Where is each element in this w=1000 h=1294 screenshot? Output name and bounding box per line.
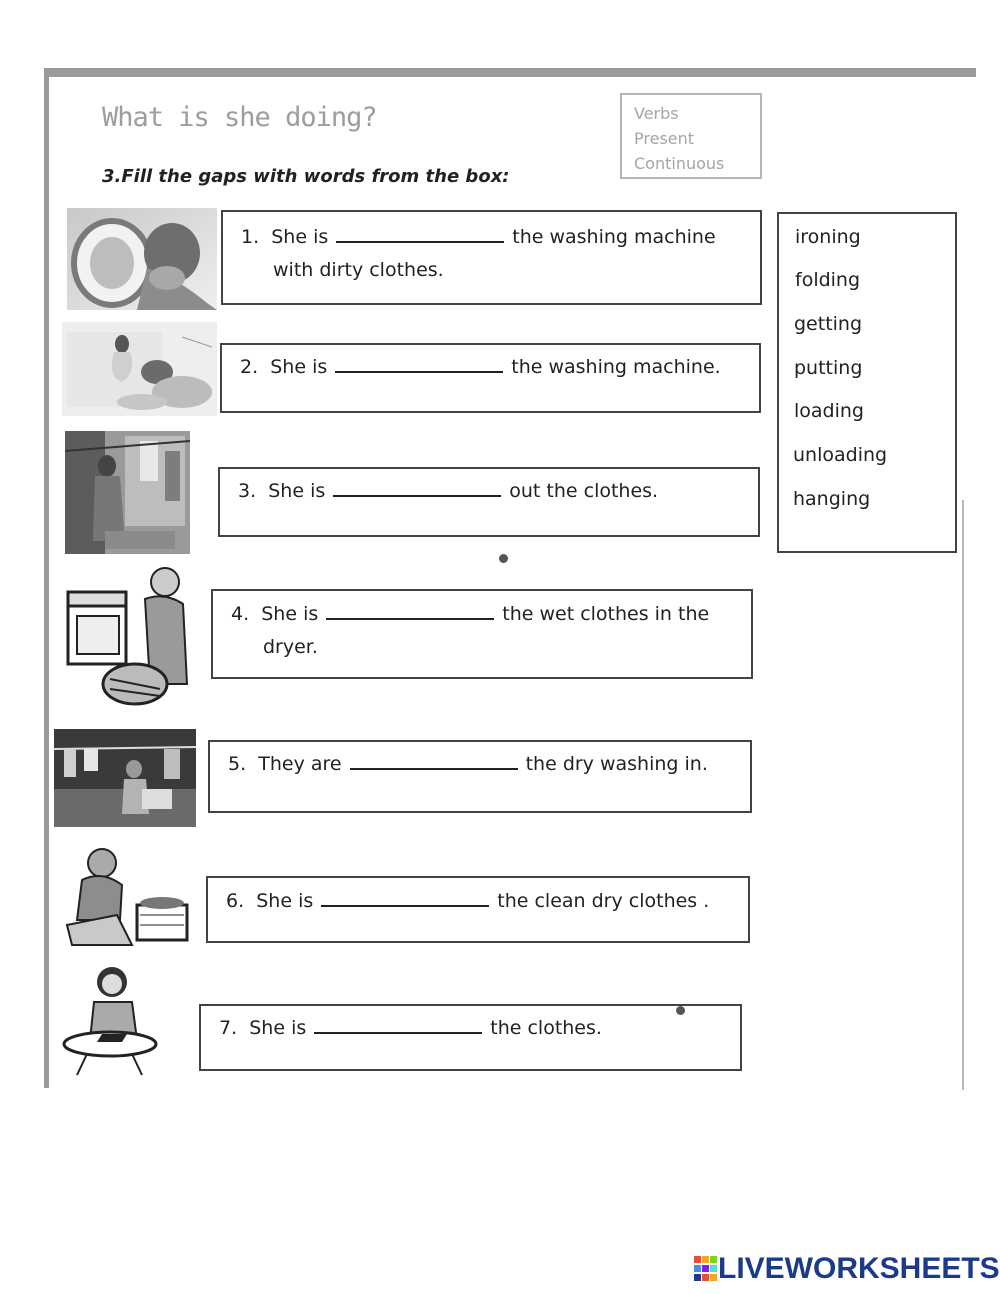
question-text-pre: She is [268,480,326,502]
question-text-pre: She is [261,603,319,625]
question-box-5 [208,740,752,813]
word-box-item: putting [794,357,863,379]
topic-box [620,93,762,179]
instruction-text: 3.Fill the gaps with words from the box: [102,166,510,187]
question-number: 2. [240,356,259,378]
question-text-line2: with dirty clothes. [273,259,444,281]
question-text-pre: She is [256,890,314,912]
picture-3 [65,431,190,554]
topic-line: Continuous [634,154,725,173]
picture-7 [62,962,162,1077]
question-text-post: out the clothes. [509,480,659,502]
question-text-post: the washing machine. [511,356,721,378]
question-box-7 [199,1004,742,1071]
question-text-post: the dry washing in. [525,753,708,775]
word-box-item: ironing [795,226,861,248]
word-box-item: folding [795,269,861,291]
word-box-item: hanging [793,488,871,510]
topic-line: Verbs [634,104,679,123]
liveworksheets-logo-icon [694,1256,718,1282]
question-box-3 [218,467,760,537]
question-text-post: the clothes. [490,1017,602,1039]
picture-4 [65,564,195,709]
question-text-line2: dryer. [263,636,318,658]
picture-2 [62,322,217,416]
liveworksheets-logo [694,1254,1000,1284]
answer-gap-6[interactable] [321,887,489,907]
logo-text: LIVEWORKSHEETS [718,1252,1000,1285]
question-number: 5. [228,753,247,775]
question-text-post: the clean dry clothes . [497,890,710,912]
answer-gap-5[interactable] [350,750,518,770]
word-box-item: getting [794,313,863,335]
answer-gap-1[interactable] [336,223,504,243]
question-box-2 [220,343,761,413]
question-number: 3. [238,480,257,502]
word-box-item: unloading [793,444,888,466]
stray-dot [676,1006,685,1015]
question-box-6 [206,876,750,943]
picture-5 [54,729,196,827]
topic-line: Present [634,129,695,148]
question-text-pre: She is [249,1017,307,1039]
question-number: 7. [219,1017,238,1039]
question-text-pre: She is [270,356,328,378]
question-text-pre: They are [258,753,342,775]
question-number: 1. [241,226,260,248]
question-text-post: the wet clothes in the [502,603,710,625]
sheet-right-border [962,500,964,1090]
question-text-pre: She is [271,226,329,248]
answer-gap-7[interactable] [314,1014,482,1034]
question-number: 6. [226,890,245,912]
answer-gap-4[interactable] [326,600,494,620]
question-number: 4. [231,603,250,625]
picture-1 [67,208,217,310]
stray-dot [499,554,508,563]
sheet-left-border [44,68,49,1088]
question-box-4 [211,589,753,679]
answer-gap-2[interactable] [335,353,503,373]
worksheet-title: What is she doing? [102,102,377,133]
question-box-1 [221,210,762,305]
answer-gap-3[interactable] [333,477,501,497]
sheet-top-border [44,68,976,77]
picture-6 [62,845,192,950]
word-box [777,212,957,553]
word-box-item: loading [794,400,864,422]
question-text-post: the washing machine [512,226,716,248]
